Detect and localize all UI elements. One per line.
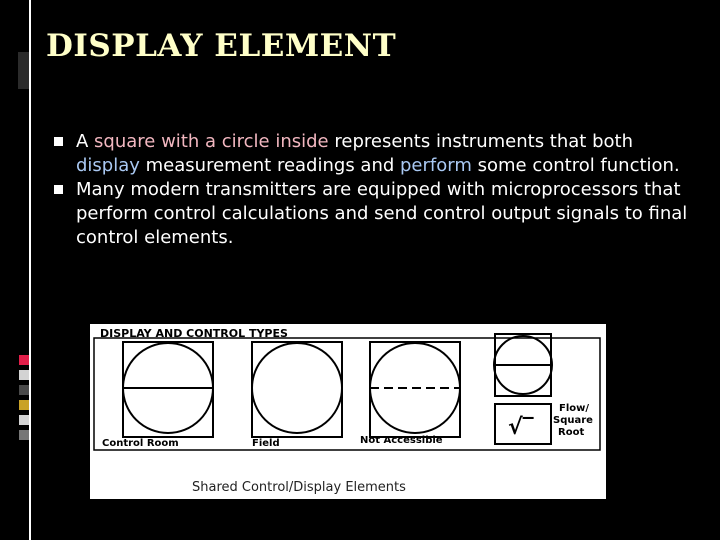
diagram-header: DISPLAY AND CONTROL TYPES [100, 327, 288, 340]
side-color-marks [19, 355, 29, 445]
side-mark [19, 385, 29, 395]
side-mark [19, 430, 29, 440]
label-field: Field [252, 438, 280, 449]
bullet-list [50, 130, 690, 250]
bullet-text: measurement readings and [139, 155, 400, 176]
label-not-accessible: Not Accessible [360, 435, 443, 446]
side-mark [19, 355, 29, 365]
highlight-text: display [76, 155, 140, 176]
bullet-text: Many modern transmitters are equipped with microprocessors that perform control calculations and send control output signals to final control elements. [76, 179, 688, 248]
slide-title: DISPLAY ELEMENT [46, 28, 397, 64]
left-vertical-rule [29, 0, 31, 540]
bullet-text: some control function. [471, 155, 680, 176]
side-mark [19, 415, 29, 425]
highlight-text: square with a circle inside [94, 131, 329, 152]
bullet-text: represents instruments that both [328, 131, 633, 152]
square-bullet-icon [54, 185, 63, 194]
side-mark [19, 400, 29, 410]
bullet-text: A [76, 131, 95, 152]
label-control-room: Control Room [102, 438, 179, 449]
diagram-svg [90, 324, 606, 499]
square-bullet-icon [54, 137, 63, 146]
title-corner-bar [18, 52, 29, 89]
label-flow: Flow/ [559, 403, 590, 414]
label-square: Square [553, 415, 593, 426]
square-root-icon: √‾ [508, 415, 534, 440]
side-mark [19, 370, 29, 380]
bullet-item [50, 178, 690, 250]
label-root: Root [558, 427, 585, 438]
diagram-caption: Shared Control/Display Elements [192, 480, 406, 495]
display-types-diagram [90, 324, 606, 499]
bullet-item [50, 130, 690, 178]
highlight-text: perform [400, 155, 472, 176]
field-circle [252, 343, 342, 433]
